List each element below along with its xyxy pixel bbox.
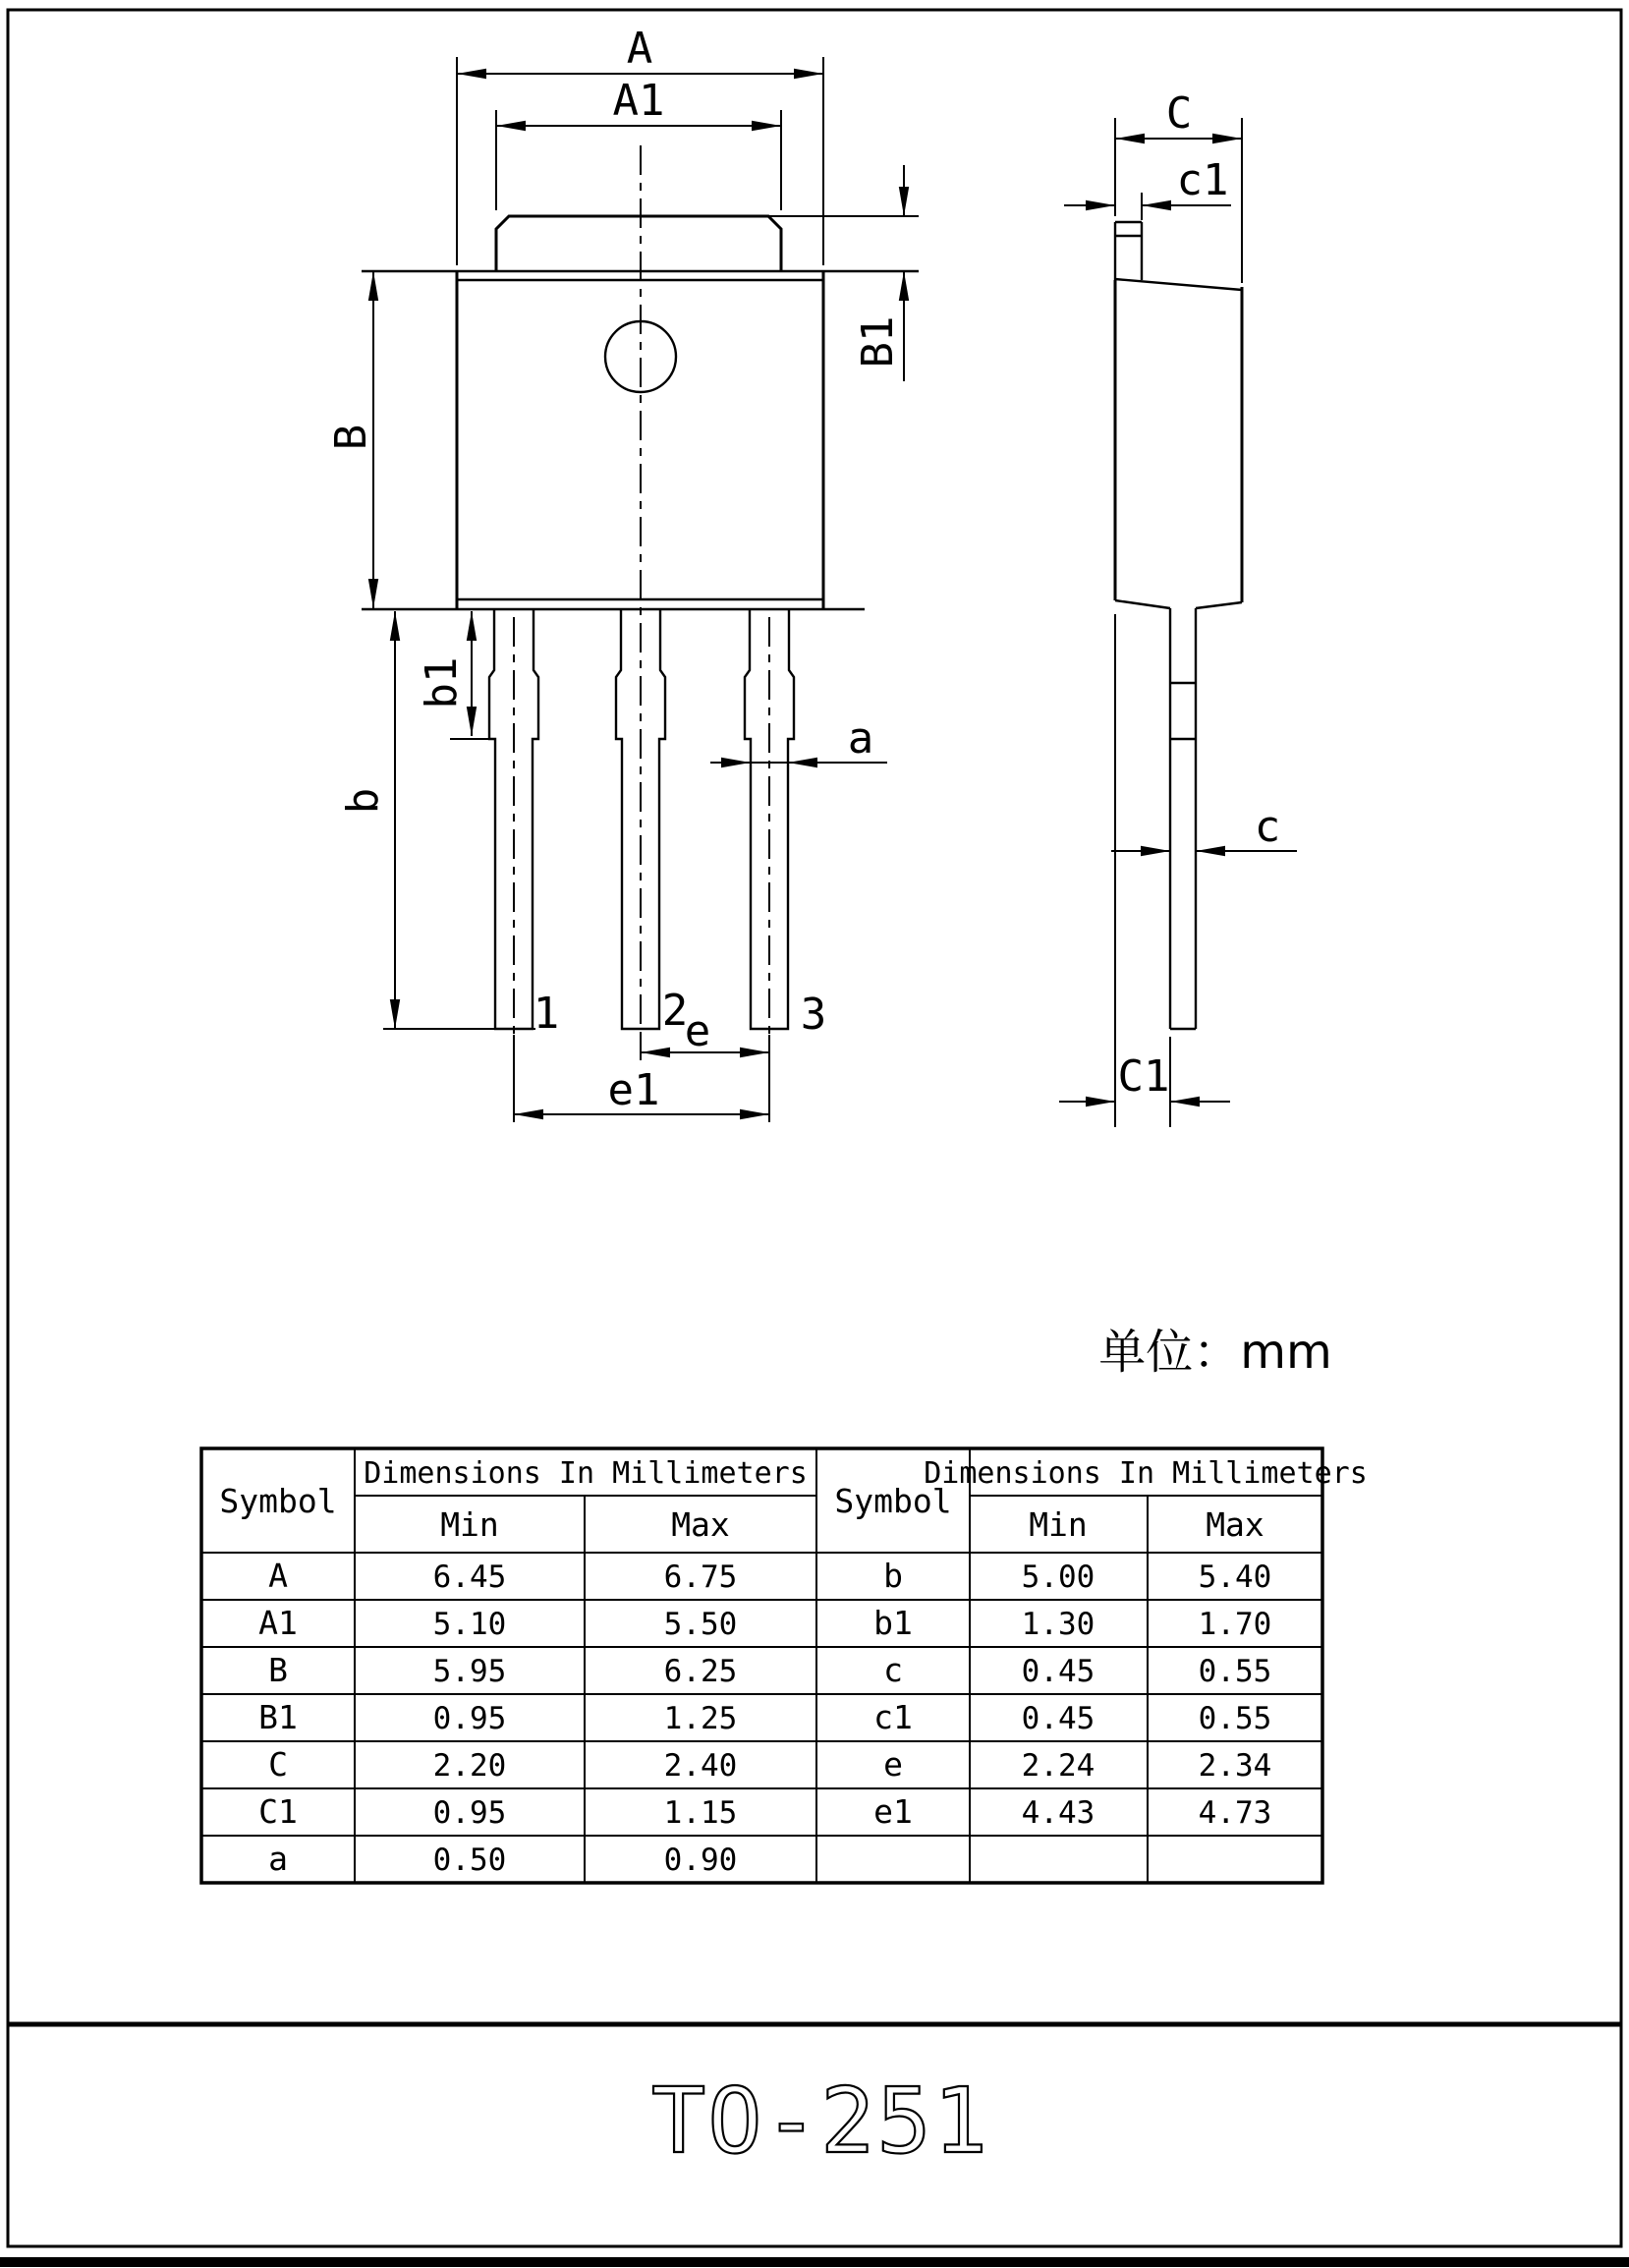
dim-label-C: C — [1165, 88, 1193, 139]
dim-B — [326, 271, 376, 608]
dim-label-A1: A1 — [612, 76, 665, 126]
cell-min: 4.43 — [1021, 1795, 1095, 1831]
dim-label-e1: e1 — [607, 1065, 660, 1115]
dim-label-c: c — [1254, 802, 1281, 852]
cell-min: 6.45 — [432, 1559, 507, 1595]
cell-max: 6.25 — [663, 1654, 738, 1689]
cell-min: 2.24 — [1021, 1748, 1095, 1784]
dim-label-A: A — [626, 24, 653, 74]
cell-max: 0.90 — [663, 1843, 738, 1878]
dim-label-B1: B1 — [853, 315, 903, 369]
cell-min: 0.45 — [1021, 1701, 1095, 1736]
cell-symbol: C1 — [258, 1792, 298, 1831]
dim-c1 — [1064, 155, 1231, 220]
cell-min: 0.50 — [432, 1843, 507, 1878]
table-header-min-left: Min — [440, 1505, 499, 1544]
dimension-table — [201, 1448, 1368, 1883]
table-header-min-right: Min — [1029, 1505, 1088, 1544]
cell-symbol: e1 — [873, 1792, 913, 1831]
dim-label-b: b — [338, 787, 388, 815]
dim-b — [338, 611, 395, 1029]
cell-max: 1.25 — [663, 1701, 738, 1736]
dim-C1 — [1059, 614, 1230, 1127]
pin-1-number: 1 — [533, 989, 560, 1039]
cell-max: 0.55 — [1198, 1654, 1272, 1689]
cell-max: 5.40 — [1198, 1559, 1272, 1595]
cell-symbol: e — [883, 1745, 903, 1784]
table-header-max-right: Max — [1206, 1505, 1264, 1544]
cell-min: 0.45 — [1021, 1654, 1095, 1689]
dim-c — [1111, 802, 1297, 852]
cell-min: 2.20 — [432, 1748, 507, 1784]
cell-min: 5.00 — [1021, 1559, 1095, 1595]
table-header-dims-right: Dimensions In Millimeters — [924, 1456, 1368, 1491]
side-tab-outline — [1115, 222, 1142, 280]
dim-label-a: a — [847, 713, 874, 764]
tab-outline — [496, 216, 781, 271]
side-view — [1059, 88, 1297, 1127]
cell-symbol: A1 — [258, 1604, 298, 1642]
pin-2-number: 2 — [661, 986, 689, 1036]
dim-b1 — [417, 611, 493, 739]
unit-note: 单位：mm — [1098, 1325, 1332, 1380]
cell-max: 1.15 — [663, 1795, 738, 1831]
cell-min: 5.95 — [432, 1654, 507, 1689]
cell-symbol: a — [268, 1840, 288, 1878]
page-border — [0, 10, 1629, 2262]
cell-max: 6.75 — [663, 1559, 738, 1595]
cell-max: 0.55 — [1198, 1701, 1272, 1736]
table-header-symbol-right: Symbol — [834, 1482, 952, 1520]
front-view — [326, 24, 919, 1122]
table-rows-left — [258, 1557, 737, 1878]
cell-symbol: C — [268, 1745, 288, 1784]
dim-A — [457, 24, 823, 265]
cell-symbol: B1 — [258, 1698, 298, 1736]
dim-label-B: B — [326, 424, 376, 451]
cell-symbol: c — [883, 1651, 903, 1689]
side-lead-outline — [1170, 608, 1196, 1029]
cell-min: 0.95 — [432, 1795, 507, 1831]
dim-label-e: e — [684, 1006, 711, 1056]
cell-max: 4.73 — [1198, 1795, 1272, 1831]
cell-max: 1.70 — [1198, 1607, 1272, 1642]
dim-label-C1: C1 — [1117, 1051, 1170, 1102]
cell-symbol: c1 — [873, 1698, 913, 1736]
table-header-max-left: Max — [671, 1505, 730, 1544]
cell-max: 2.34 — [1198, 1748, 1272, 1784]
cell-min: 1.30 — [1021, 1607, 1095, 1642]
side-body-outline — [1115, 279, 1242, 608]
cell-min: 5.10 — [432, 1607, 507, 1642]
cell-symbol: B — [268, 1651, 288, 1689]
cell-symbol: A — [268, 1557, 288, 1595]
pin-3-number: 3 — [800, 990, 827, 1040]
cell-max: 2.40 — [663, 1748, 738, 1784]
package-title: TO-251 — [650, 2069, 990, 2174]
cell-min: 0.95 — [432, 1701, 507, 1736]
dim-label-b1: b1 — [417, 656, 467, 709]
cell-symbol: b1 — [873, 1604, 913, 1642]
dim-label-c1: c1 — [1176, 155, 1229, 205]
dim-a — [710, 713, 887, 764]
table-header-symbol-left: Symbol — [219, 1482, 337, 1520]
cell-max: 5.50 — [663, 1607, 738, 1642]
table-header-dims-left: Dimensions In Millimeters — [364, 1456, 808, 1491]
cell-symbol: b — [883, 1557, 903, 1595]
dim-A1 — [496, 76, 781, 210]
dim-B1 — [768, 165, 919, 381]
